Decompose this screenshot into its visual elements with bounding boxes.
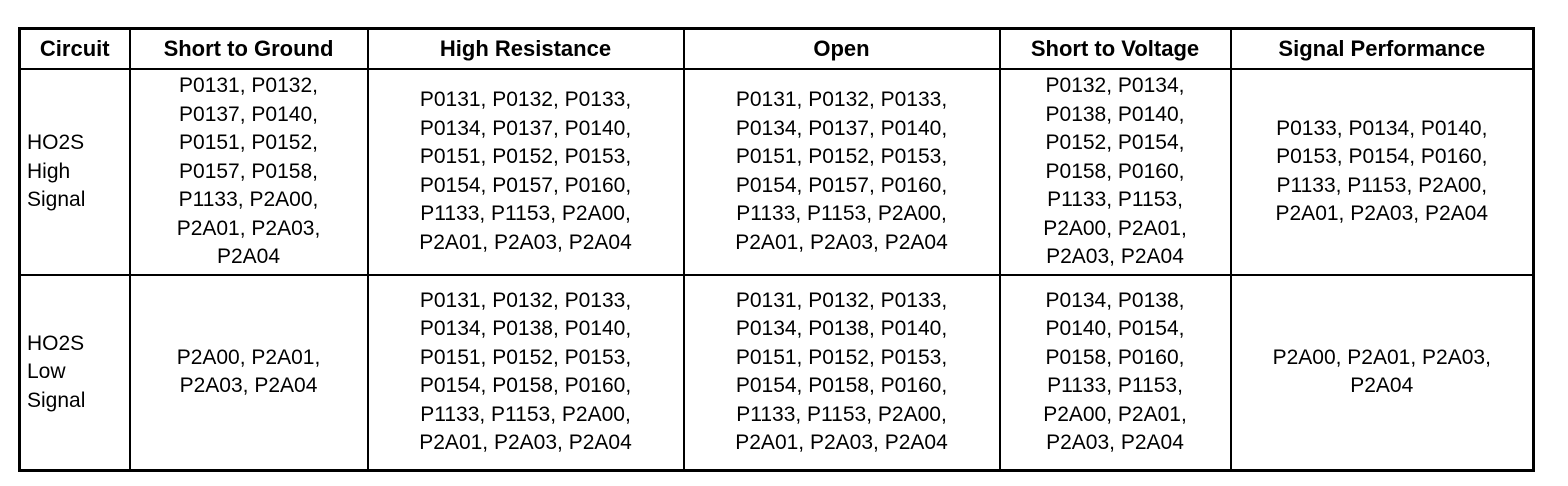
cell-line: P0138, P0140, — [1045, 102, 1185, 126]
cell-line: P1133, P1153, P2A00, — [420, 202, 631, 226]
cell-line: P2A03, P2A04 — [179, 374, 318, 398]
cell-line: P0154, P0157, P0160, — [419, 173, 632, 197]
cell-line: P0131, P0132, P0133, — [735, 288, 948, 312]
cell-line: P2A00, P2A01, — [1043, 402, 1187, 426]
short-to-ground-cell — [130, 275, 368, 471]
cell-line: P2A04 — [1350, 374, 1414, 398]
cell-line: Low — [27, 360, 66, 384]
header-short-to-voltage: Short to Voltage — [1000, 29, 1231, 70]
cell-line: P0134, P0137, P0140, — [419, 116, 632, 140]
header-high-resistance: High Resistance — [368, 29, 684, 70]
signal-performance-cell — [1231, 275, 1534, 471]
circuit-cell — [20, 69, 130, 275]
table-row — [20, 275, 1534, 471]
cell-line: P0151, P0152, P0153, — [419, 345, 632, 369]
cell-line: P0134, P0138, P0140, — [419, 317, 632, 341]
cell-line: P1133, P1153, P2A00, — [736, 202, 947, 226]
header-circuit: Circuit — [20, 29, 130, 70]
cell-line: P1133, P1153, P2A00, — [736, 402, 947, 426]
header-short-to-ground: Short to Ground — [130, 29, 368, 70]
header-row — [20, 29, 1534, 70]
cell-line: P0151, P0152, P0153, — [419, 145, 632, 169]
signal-performance-cell — [1231, 69, 1534, 275]
cell-line: P0131, P0132, P0133, — [419, 88, 632, 112]
cell-line: P2A04 — [216, 245, 281, 269]
cell-line: P0131, P0132, P0133, — [419, 288, 632, 312]
cell-line: P2A01, P2A03, P2A04 — [419, 230, 632, 254]
cell-line: P1133, P1153, P2A00, — [1276, 173, 1488, 197]
cell-line: P2A01, P2A03, P2A04 — [735, 230, 948, 254]
cell-line: P0151, P0152, — [179, 131, 318, 155]
cell-line: P0134, P0138, P0140, — [735, 317, 948, 341]
high-resistance-cell — [368, 69, 684, 275]
cell-line: P2A01, P2A03, — [176, 216, 321, 240]
cell-line: P0154, P0158, P0160, — [419, 374, 632, 398]
cell-line: P0134, P0137, P0140, — [735, 116, 948, 140]
cell-line: P2A00, P2A01, — [1043, 216, 1187, 240]
open-cell — [684, 69, 1000, 275]
cell-line: HO2S — [27, 331, 85, 355]
cell-line: P0151, P0152, P0153, — [735, 345, 948, 369]
cell-line: Signal — [27, 388, 86, 412]
cell-line: P0158, P0160, — [1045, 345, 1185, 369]
cell-line: P2A03, P2A04 — [1046, 245, 1184, 269]
cell-line: P2A03, P2A04 — [1046, 431, 1184, 455]
short-to-ground-cell — [130, 69, 368, 275]
header-signal-performance: Signal Performance — [1231, 29, 1534, 70]
cell-line: P1133, P1153, — [1047, 188, 1183, 212]
cell-line: P1133, P1153, P2A00, — [420, 402, 631, 426]
cell-line: Signal — [27, 188, 86, 212]
table-row — [20, 69, 1534, 275]
cell-line: P2A00, P2A01, P2A03, — [1272, 345, 1491, 369]
cell-line: P0152, P0154, — [1045, 131, 1185, 155]
cell-line: P0134, P0138, — [1045, 288, 1185, 312]
header-open: Open — [684, 29, 1000, 70]
cell-line: P2A01, P2A03, P2A04 — [419, 431, 632, 455]
dtc-table — [18, 27, 1535, 472]
cell-line: P0137, P0140, — [179, 102, 318, 126]
cell-line: P1133, P2A00, — [178, 188, 319, 212]
high-resistance-cell — [368, 275, 684, 471]
cell-line: P0133, P0134, P0140, — [1276, 116, 1488, 140]
cell-line: P1133, P1153, — [1047, 374, 1183, 398]
cell-line: P2A01, P2A03, P2A04 — [1275, 202, 1488, 226]
cell-line: P0131, P0132, P0133, — [735, 88, 948, 112]
cell-line: HO2S — [27, 131, 85, 155]
cell-line: P0154, P0157, P0160, — [735, 173, 948, 197]
cell-line: P0140, P0154, — [1045, 317, 1185, 341]
cell-line: P0157, P0158, — [179, 159, 318, 183]
cell-line: High — [27, 159, 71, 183]
cell-line: P0158, P0160, — [1045, 159, 1185, 183]
cell-line: P0154, P0158, P0160, — [735, 374, 948, 398]
cell-line: P0132, P0134, — [1045, 74, 1185, 98]
cell-line: P2A00, P2A01, — [176, 345, 321, 369]
short-to-voltage-cell — [1000, 69, 1231, 275]
cell-line: P0131, P0132, — [179, 74, 318, 98]
cell-line: P0151, P0152, P0153, — [735, 145, 948, 169]
open-cell — [684, 275, 1000, 471]
short-to-voltage-cell — [1000, 275, 1231, 471]
circuit-cell — [20, 275, 130, 471]
cell-line: P2A01, P2A03, P2A04 — [735, 431, 948, 455]
cell-line: P0153, P0154, P0160, — [1276, 145, 1488, 169]
